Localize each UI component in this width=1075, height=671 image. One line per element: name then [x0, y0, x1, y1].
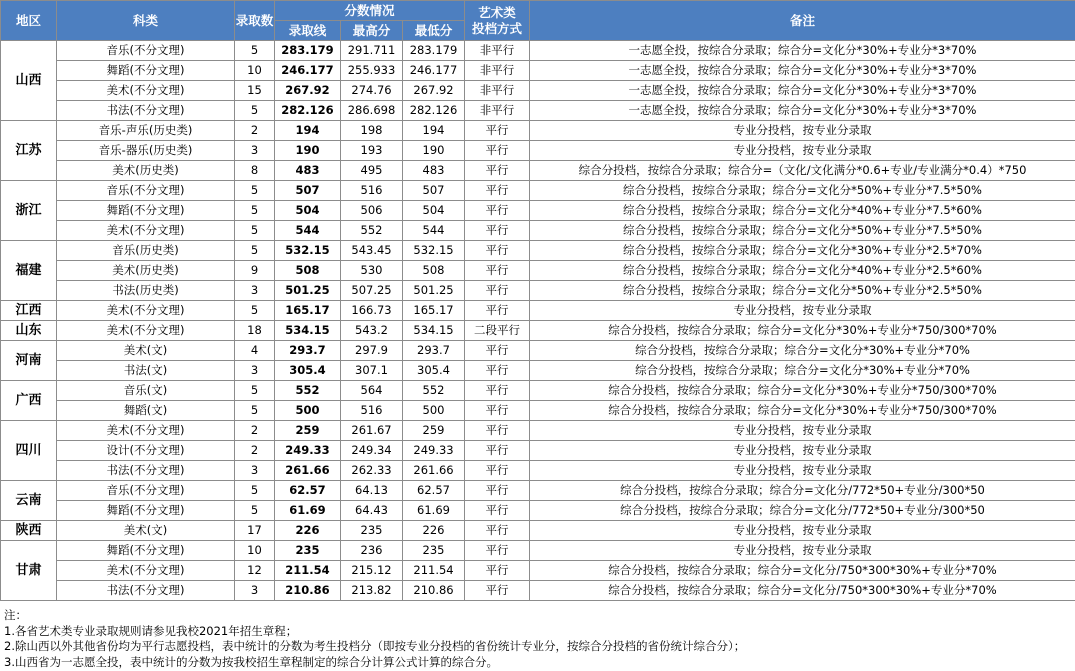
min-cell: 211.54 [403, 561, 465, 581]
subject-cell: 书法(不分文理) [57, 101, 235, 121]
max-cell: 64.13 [341, 481, 403, 501]
header-cutoff: 录取线 [275, 21, 341, 41]
note-cell: 综合分投档，按综合分录取；综合分=文化分*30%+专业分*750/300*70% [530, 401, 1075, 421]
count-cell: 18 [235, 321, 275, 341]
count-cell: 5 [235, 201, 275, 221]
max-cell: 235 [341, 521, 403, 541]
subject-cell: 书法(不分文理) [57, 461, 235, 481]
count-cell: 5 [235, 301, 275, 321]
count-cell: 3 [235, 281, 275, 301]
max-cell: 506 [341, 201, 403, 221]
table-row [1, 281, 1075, 301]
table-row [1, 561, 1075, 581]
header-mode [465, 1, 530, 41]
header-region: 地区 [1, 1, 57, 41]
table-row [1, 61, 1075, 81]
mode-cell: 平行 [465, 241, 530, 261]
table-row [1, 341, 1075, 361]
cutoff-cell: 305.4 [275, 361, 341, 381]
count-cell: 10 [235, 541, 275, 561]
header-max: 最高分 [341, 21, 403, 41]
footnote-line: 2.除山西以外其他省份均为平行志愿投档，表中统计的分数为考生投档分（即按专业分投档的省份统计专业分，按综合分投档的省份统计综合分）； [4, 639, 746, 653]
subject-cell: 美术(不分文理) [57, 321, 235, 341]
header-note: 备注 [530, 1, 1075, 41]
min-cell: 552 [403, 381, 465, 401]
note-cell: 综合分投档，按综合分录取；综合分=文化分*30%+专业分*750/300*70% [530, 321, 1075, 341]
note-cell: 专业分投档，按专业分录取 [530, 121, 1075, 141]
count-cell: 5 [235, 481, 275, 501]
cutoff-cell: 283.179 [275, 41, 341, 61]
mode-cell: 平行 [465, 361, 530, 381]
min-cell: 504 [403, 201, 465, 221]
mode-cell: 非平行 [465, 81, 530, 101]
note-cell: 综合分投档，按综合分录取；综合分=文化分/772*50+专业分/300*50 [530, 481, 1075, 501]
cutoff-cell: 194 [275, 121, 341, 141]
subject-cell: 音乐(不分文理) [57, 481, 235, 501]
subject-cell: 美术(文) [57, 521, 235, 541]
max-cell: 543.45 [341, 241, 403, 261]
header-scores-group: 分数情况 [275, 1, 465, 21]
cutoff-cell: 61.69 [275, 501, 341, 521]
subject-cell: 音乐(文) [57, 381, 235, 401]
min-cell: 293.7 [403, 341, 465, 361]
cutoff-cell: 235 [275, 541, 341, 561]
table-row [1, 321, 1075, 341]
note-cell: 专业分投档，按专业分录取 [530, 301, 1075, 321]
note-cell: 综合分投档，按综合分录取；综合分=文化分*30%+专业分*70% [530, 361, 1075, 381]
region-cell: 河南 [1, 341, 57, 381]
min-cell: 226 [403, 521, 465, 541]
table-row [1, 161, 1075, 181]
cutoff-cell: 508 [275, 261, 341, 281]
mode-cell: 非平行 [465, 61, 530, 81]
mode-cell: 非平行 [465, 101, 530, 121]
max-cell: 198 [341, 121, 403, 141]
min-cell: 267.92 [403, 81, 465, 101]
cutoff-cell: 210.86 [275, 581, 341, 601]
max-cell: 213.82 [341, 581, 403, 601]
mode-cell: 平行 [465, 221, 530, 241]
min-cell: 194 [403, 121, 465, 141]
cutoff-cell: 226 [275, 521, 341, 541]
min-cell: 483 [403, 161, 465, 181]
min-cell: 235 [403, 541, 465, 561]
table-row [1, 461, 1075, 481]
min-cell: 249.33 [403, 441, 465, 461]
min-cell: 305.4 [403, 361, 465, 381]
mode-cell: 平行 [465, 561, 530, 581]
subject-cell: 书法(文) [57, 361, 235, 381]
count-cell: 3 [235, 461, 275, 481]
mode-cell: 平行 [465, 181, 530, 201]
mode-cell: 平行 [465, 121, 530, 141]
cutoff-cell: 552 [275, 381, 341, 401]
note-cell: 综合分投档，按综合分录取；综合分=文化分/772*50+专业分/300*50 [530, 501, 1075, 521]
subject-cell: 音乐(不分文理) [57, 181, 235, 201]
cutoff-cell: 261.66 [275, 461, 341, 481]
cutoff-cell: 282.126 [275, 101, 341, 121]
min-cell: 190 [403, 141, 465, 161]
cutoff-cell: 249.33 [275, 441, 341, 461]
subject-cell: 音乐-器乐(历史类) [57, 141, 235, 161]
table-row [1, 261, 1075, 281]
count-cell: 5 [235, 221, 275, 241]
cutoff-cell: 500 [275, 401, 341, 421]
table-row [1, 41, 1075, 61]
note-cell: 一志愿全投，按综合分录取；综合分=文化分*30%+专业分*3*70% [530, 101, 1075, 121]
note-cell: 专业分投档，按专业分录取 [530, 461, 1075, 481]
note-cell: 综合分投档，按综合分录取；综合分=文化分/750*300*30%+专业分*70% [530, 561, 1075, 581]
table-row [1, 581, 1075, 601]
cutoff-cell: 267.92 [275, 81, 341, 101]
note-cell: 综合分投档，按综合分录取；综合分=文化分*40%+专业分*7.5*60% [530, 201, 1075, 221]
region-cell: 广西 [1, 381, 57, 421]
note-cell: 综合分投档，按综合分录取；综合分=文化分*50%+专业分*7.5*50% [530, 181, 1075, 201]
header-mode-line1: 艺术类 [478, 4, 516, 20]
min-cell: 501.25 [403, 281, 465, 301]
note-cell: 一志愿全投，按综合分录取；综合分=文化分*30%+专业分*3*70% [530, 41, 1075, 61]
note-cell: 综合分投档，按综合分录取；综合分=文化分*30%+专业分*750/300*70% [530, 381, 1075, 401]
count-cell: 5 [235, 381, 275, 401]
min-cell: 261.66 [403, 461, 465, 481]
count-cell: 8 [235, 161, 275, 181]
subject-cell: 美术(不分文理) [57, 421, 235, 441]
min-cell: 508 [403, 261, 465, 281]
header-count: 录取数 [235, 1, 275, 41]
region-cell: 江西 [1, 301, 57, 321]
note-cell: 综合分投档，按综合分录取；综合分=文化分/750*300*30%+专业分*70% [530, 581, 1075, 601]
table-row [1, 121, 1075, 141]
note-cell: 综合分投档，按综合分录取；综合分=文化分*50%+专业分*7.5*50% [530, 221, 1075, 241]
mode-cell: 平行 [465, 401, 530, 421]
note-cell: 专业分投档，按专业分录取 [530, 541, 1075, 561]
table-row [1, 81, 1075, 101]
mode-cell: 二段平行 [465, 321, 530, 341]
note-cell: 综合分投档，按综合分录取；综合分=文化分*40%+专业分*2.5*60% [530, 261, 1075, 281]
cutoff-cell: 501.25 [275, 281, 341, 301]
mode-cell: 平行 [465, 581, 530, 601]
mode-cell: 平行 [465, 381, 530, 401]
note-cell: 专业分投档，按专业分录取 [530, 421, 1075, 441]
note-cell: 一志愿全投，按综合分录取；综合分=文化分*30%+专业分*3*70% [530, 81, 1075, 101]
region-cell: 陕西 [1, 521, 57, 541]
region-cell: 四川 [1, 421, 57, 481]
header-row [1, 1, 1075, 21]
min-cell: 259 [403, 421, 465, 441]
min-cell: 61.69 [403, 501, 465, 521]
table-row [1, 481, 1075, 501]
note-cell: 综合分投档，按综合分录取；综合分=文化分*50%+专业分*2.5*50% [530, 281, 1075, 301]
max-cell: 543.2 [341, 321, 403, 341]
table-row [1, 301, 1075, 321]
mode-cell: 平行 [465, 281, 530, 301]
header-subject: 科类 [57, 1, 235, 41]
subject-cell: 美术(历史类) [57, 161, 235, 181]
note-cell: 综合分投档，按综合分录取；综合分=（文化/文化满分*0.6+专业/专业满分*0.4）*750 [530, 161, 1075, 181]
max-cell: 516 [341, 401, 403, 421]
region-cell: 山东 [1, 321, 57, 341]
note-cell: 专业分投档，按专业分录取 [530, 441, 1075, 461]
count-cell: 3 [235, 141, 275, 161]
note-cell: 专业分投档，按专业分录取 [530, 521, 1075, 541]
subject-cell: 美术(历史类) [57, 261, 235, 281]
mode-cell: 平行 [465, 341, 530, 361]
min-cell: 282.126 [403, 101, 465, 121]
count-cell: 5 [235, 101, 275, 121]
mode-cell: 平行 [465, 261, 530, 281]
table-row [1, 441, 1075, 461]
subject-cell: 美术(文) [57, 341, 235, 361]
table-row [1, 181, 1075, 201]
mode-cell: 平行 [465, 201, 530, 221]
footnote-line: 3.山西省为一志愿全投，表中统计的分数为按我校招生章程制定的综合分计算公式计算的综合分。 [4, 654, 498, 669]
table-row [1, 201, 1075, 221]
footnote-heading: 注： [4, 608, 27, 622]
region-cell: 浙江 [1, 181, 57, 241]
mode-cell: 平行 [465, 521, 530, 541]
max-cell: 262.33 [341, 461, 403, 481]
count-cell: 5 [235, 41, 275, 61]
mode-cell: 平行 [465, 541, 530, 561]
count-cell: 5 [235, 241, 275, 261]
count-cell: 5 [235, 181, 275, 201]
cutoff-cell: 507 [275, 181, 341, 201]
max-cell: 507.25 [341, 281, 403, 301]
max-cell: 193 [341, 141, 403, 161]
max-cell: 552 [341, 221, 403, 241]
cutoff-cell: 190 [275, 141, 341, 161]
max-cell: 236 [341, 541, 403, 561]
count-cell: 9 [235, 261, 275, 281]
subject-cell: 美术(不分文理) [57, 81, 235, 101]
cutoff-cell: 483 [275, 161, 341, 181]
subject-cell: 舞蹈(不分文理) [57, 201, 235, 221]
header-min: 最低分 [403, 21, 465, 41]
table-row [1, 141, 1075, 161]
region-cell: 云南 [1, 481, 57, 521]
mode-cell: 平行 [465, 301, 530, 321]
max-cell: 286.698 [341, 101, 403, 121]
subject-cell: 音乐-声乐(历史类) [57, 121, 235, 141]
table-row [1, 501, 1075, 521]
min-cell: 544 [403, 221, 465, 241]
max-cell: 307.1 [341, 361, 403, 381]
mode-cell: 平行 [465, 141, 530, 161]
max-cell: 516 [341, 181, 403, 201]
mode-cell: 非平行 [465, 41, 530, 61]
subject-cell: 美术(不分文理) [57, 301, 235, 321]
max-cell: 166.73 [341, 301, 403, 321]
subject-cell: 音乐(历史类) [57, 241, 235, 261]
count-cell: 2 [235, 441, 275, 461]
count-cell: 5 [235, 401, 275, 421]
cutoff-cell: 544 [275, 221, 341, 241]
mode-cell: 平行 [465, 501, 530, 521]
table-row [1, 401, 1075, 421]
max-cell: 249.34 [341, 441, 403, 461]
min-cell: 532.15 [403, 241, 465, 261]
count-cell: 10 [235, 61, 275, 81]
cutoff-cell: 293.7 [275, 341, 341, 361]
max-cell: 261.67 [341, 421, 403, 441]
subject-cell: 舞蹈(不分文理) [57, 501, 235, 521]
min-cell: 165.17 [403, 301, 465, 321]
cutoff-cell: 504 [275, 201, 341, 221]
subject-cell: 舞蹈(不分文理) [57, 541, 235, 561]
footnotes [4, 608, 745, 670]
min-cell: 62.57 [403, 481, 465, 501]
mode-cell: 平行 [465, 461, 530, 481]
footnote-line: 1.各省艺术类专业录取规则请参见我校2021年招生章程； [4, 623, 298, 638]
table-row [1, 381, 1075, 401]
note-cell: 综合分投档，按综合分录取；综合分=文化分*30%+专业分*2.5*70% [530, 241, 1075, 261]
count-cell: 4 [235, 341, 275, 361]
table-row [1, 541, 1075, 561]
region-cell: 江苏 [1, 121, 57, 181]
subject-cell: 舞蹈(不分文理) [57, 61, 235, 81]
count-cell: 15 [235, 81, 275, 101]
max-cell: 215.12 [341, 561, 403, 581]
subject-cell: 美术(不分文理) [57, 221, 235, 241]
cutoff-cell: 62.57 [275, 481, 341, 501]
min-cell: 283.179 [403, 41, 465, 61]
max-cell: 297.9 [341, 341, 403, 361]
cutoff-cell: 165.17 [275, 301, 341, 321]
region-cell: 福建 [1, 241, 57, 301]
cutoff-cell: 211.54 [275, 561, 341, 581]
max-cell: 274.76 [341, 81, 403, 101]
note-cell: 专业分投档，按专业分录取 [530, 141, 1075, 161]
count-cell: 3 [235, 581, 275, 601]
table-row [1, 101, 1075, 121]
min-cell: 210.86 [403, 581, 465, 601]
subject-cell: 设计(不分文理) [57, 441, 235, 461]
cutoff-cell: 246.177 [275, 61, 341, 81]
count-cell: 17 [235, 521, 275, 541]
mode-cell: 平行 [465, 441, 530, 461]
max-cell: 64.43 [341, 501, 403, 521]
note-cell: 综合分投档，按综合分录取；综合分=文化分*30%+专业分*70% [530, 341, 1075, 361]
region-cell: 山西 [1, 41, 57, 121]
note-cell: 一志愿全投，按综合分录取；综合分=文化分*30%+专业分*3*70% [530, 61, 1075, 81]
header-mode-line2: 投档方式 [472, 20, 523, 36]
min-cell: 534.15 [403, 321, 465, 341]
count-cell: 5 [235, 501, 275, 521]
min-cell: 246.177 [403, 61, 465, 81]
table-row [1, 421, 1075, 441]
cutoff-cell: 259 [275, 421, 341, 441]
subject-cell: 舞蹈(文) [57, 401, 235, 421]
region-cell: 甘肃 [1, 541, 57, 601]
count-cell: 2 [235, 121, 275, 141]
max-cell: 255.933 [341, 61, 403, 81]
min-cell: 507 [403, 181, 465, 201]
subject-cell: 书法(不分文理) [57, 581, 235, 601]
max-cell: 291.711 [341, 41, 403, 61]
table-row [1, 361, 1075, 381]
subject-cell: 美术(不分文理) [57, 561, 235, 581]
cutoff-cell: 534.15 [275, 321, 341, 341]
count-cell: 2 [235, 421, 275, 441]
mode-cell: 平行 [465, 421, 530, 441]
max-cell: 530 [341, 261, 403, 281]
subject-cell: 书法(历史类) [57, 281, 235, 301]
max-cell: 564 [341, 381, 403, 401]
count-cell: 3 [235, 361, 275, 381]
subject-cell: 音乐(不分文理) [57, 41, 235, 61]
table-row [1, 521, 1075, 541]
cutoff-cell: 532.15 [275, 241, 341, 261]
min-cell: 500 [403, 401, 465, 421]
table-row [1, 221, 1075, 241]
mode-cell: 平行 [465, 161, 530, 181]
max-cell: 495 [341, 161, 403, 181]
mode-cell: 平行 [465, 481, 530, 501]
table-row [1, 241, 1075, 261]
count-cell: 12 [235, 561, 275, 581]
